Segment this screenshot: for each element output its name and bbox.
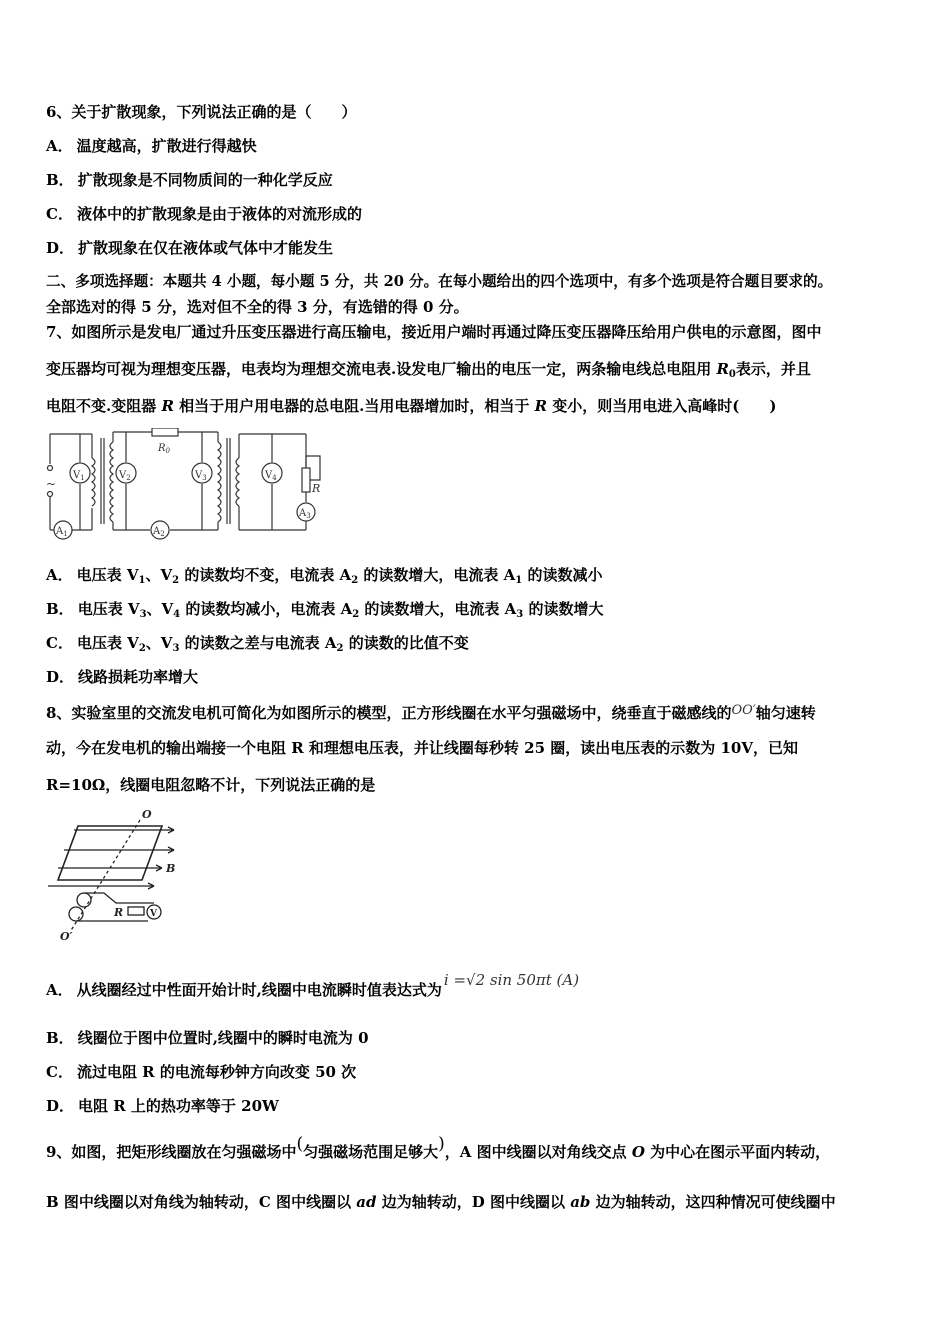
- q8-option-a: A． 从线圈经过中性面开始计时,线圈中电流瞬时值表达式为i =√2 sin 50πt (A): [46, 971, 580, 999]
- q7-option-c: C． 电压表 $V_2$、$V_3$ 的读数之差与电流表 $A_2$ 的读数的比值不变: [46, 634, 469, 654]
- current-formula: i =√2 sin 50πt (A): [443, 971, 580, 989]
- ammeter-a1-icon: [54, 521, 72, 539]
- q8-option-d: D． 电阻 R 上的热功率等于 20W: [46, 1097, 279, 1115]
- svg-text:V1: $V_1$: [73, 470, 85, 482]
- q8-generator-diagram: [44, 808, 194, 942]
- svg-text:A1: $A_1$: [56, 526, 68, 538]
- q6-option-d: D． 扩散现象在仅在液体或气体中才能发生: [46, 239, 334, 257]
- axis-o-prime-label: O′: [60, 930, 73, 942]
- field-b-label: B: [166, 862, 176, 875]
- q7-option-d: D． 线路损耗功率增大: [46, 668, 199, 686]
- q8-stem-line2: 动，今在发电机的输出端接一个电阻 R 和理想电压表，并让线圈每秒转 25 圈，读出电压表的示数为 10V，已知: [46, 739, 798, 757]
- q7-stem-line2: 变压器均可视为理想变压器，电表均为理想交流电表.设发电厂输出的电压一定，两条输电线总电阻用 $R_0$表示，并且: [46, 360, 811, 380]
- voltmeter-v3-icon: [192, 463, 212, 483]
- svg-text:V: V: [150, 909, 157, 919]
- q6-option-c: C． 液体中的扩散现象是由于液体的对流形成的: [46, 205, 362, 223]
- voltmeter-icon: [147, 905, 161, 919]
- section2-heading-line1: 二、多项选择题：本题共 4 小题，每小题 5 分，共 20 分。在每小题给出的四个选项中，有多个选项是符合题目要求的。: [46, 273, 833, 290]
- q8-stem-line3: R=10Ω，线圈电阻忽略不计，下列说法正确的是: [46, 776, 376, 794]
- step-down-transformer-icon: [218, 432, 239, 530]
- resistor-r0-icon: [152, 428, 178, 436]
- svg-text:V2: $V_2$: [119, 470, 131, 482]
- q6-stem: 6、关于扩散现象，下列说法正确的是（ ）: [46, 103, 357, 121]
- resistor-r-label: R: [114, 906, 124, 919]
- section2-heading-line2: 全部选对的得 5 分，选对但不全的得 3 分，有选错的得 0 分。: [46, 298, 469, 316]
- q7-option-a: A． 电压表 $V_1$、$V_2$ 的读数均不变，电流表 $A_2$ 的读数增大，电流表 $A_1$ 的读数减小: [46, 566, 603, 586]
- q9-stem-line1: 9、如图，把矩形线圈放在匀强磁场中(匀强磁场范围足够大)，A 图中线圈以对角线交点 O 为中心在图示平面内转动，: [46, 1134, 831, 1161]
- q7-circuit-diagram: [44, 428, 344, 544]
- ammeter-a2-icon: [151, 521, 169, 539]
- svg-text:A2: $A_2$: [153, 526, 165, 538]
- axis-o-label: O: [142, 808, 152, 821]
- rheostat-r-icon: [302, 468, 310, 492]
- voltmeter-v2-icon: [116, 463, 136, 483]
- q6-option-b: B． 扩散现象是不同物质间的一种化学反应: [46, 171, 333, 189]
- q8-option-b: B． 线圈位于图中位置时,线圈中的瞬时电流为 0: [46, 1029, 369, 1047]
- q6-option-a: A． 温度越高，扩散进行得越快: [46, 137, 257, 155]
- svg-text:V4: $V_4$: [265, 470, 277, 482]
- square-coil-icon: [58, 826, 162, 880]
- voltmeter-v1-icon: [70, 463, 90, 483]
- q9-stem-line2: B 图中线圈以对角线为轴转动，C 图中线圈以 ad 边为轴转动，D 图中线圈以 ab 边为轴转动，这四种情况可使线圈中: [46, 1193, 836, 1211]
- svg-text:A3: $A_3$: [299, 508, 311, 520]
- ammeter-a3-icon: [297, 503, 315, 521]
- q7-stem-line3: 电阻不变.变阻器 R 相当于用户用电器的总电阻.当用电器增加时，相当于 R 变小，则当用电进入高峰时( ): [46, 397, 777, 415]
- voltmeter-v4-icon: [262, 463, 282, 483]
- q7-option-b: B． 电压表 $V_3$、$V_4$ 的读数均减小，电流表 $A_2$ 的读数增大，电流表 $A_3$ 的读数增大: [46, 600, 604, 620]
- svg-text:V3: $V_3$: [195, 470, 207, 482]
- q8-stem-line1: 8、实验室里的交流发电机可简化为如图所示的模型，正方形线圈在水平匀强磁场中，绕垂直于磁感线的OO′轴匀速转: [46, 703, 816, 722]
- q7-stem-line1: 7、如图所示是发电厂通过升压变压器进行高压输电，接近用户端时再通过降压变压器降压给用户供电的示意图，图中: [46, 323, 822, 341]
- step-up-transformer-icon: [92, 438, 113, 524]
- rheostat-r-label: R: [312, 482, 321, 495]
- r0-label: $R_0$: [158, 443, 170, 455]
- q8-option-c: C． 流过电阻 R 的电流每秒钟方向改变 50 次: [46, 1063, 357, 1081]
- ac-source-symbol: ~: [46, 477, 57, 491]
